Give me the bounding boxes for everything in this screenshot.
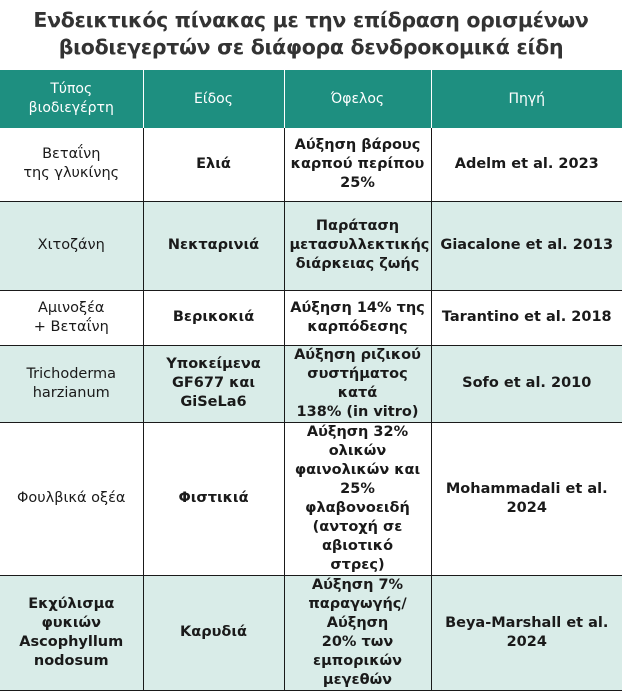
cell-type: Αμινοξέα + Βεταΐνη — [0, 290, 143, 345]
table-row — [0, 422, 622, 575]
cell-species: Ελιά — [143, 128, 284, 201]
cell-type: Trichoderma harzianum — [0, 345, 143, 422]
cell-species: Καρυδιά — [143, 575, 284, 690]
cell-type: Φουλβικά οξέα — [0, 422, 143, 575]
cell-type: Εκχύλισμα φυκιών Ascophyllum nodosum — [0, 575, 143, 690]
header-benefit: Όφελος — [284, 70, 431, 128]
table-row — [0, 128, 622, 201]
table-row — [0, 201, 622, 290]
page-title — [0, 0, 622, 70]
cell-source: Adelm et al. 2023 — [431, 128, 622, 201]
cell-source: Sofo et al. 2010 — [431, 345, 622, 422]
table-row — [0, 575, 622, 690]
cell-type: Χιτοζάνη — [0, 201, 143, 290]
cell-source: Beya-Marshall et al. 2024 — [431, 575, 622, 690]
cell-benefit: Αύξηση 14% της καρπόδεσης — [284, 290, 431, 345]
biostimulants-table — [0, 70, 622, 691]
cell-source: Giacalone et al. 2013 — [431, 201, 622, 290]
cell-source: Tarantino et al. 2018 — [431, 290, 622, 345]
header-type: Τύπος βιοδιεγέρτη — [0, 70, 143, 128]
cell-type: Βεταΐνη της γλυκίνης — [0, 128, 143, 201]
cell-benefit: Αύξηση ριζικού συστήματος κατά 138% (in vitro) — [284, 345, 431, 422]
cell-benefit: Αύξηση 32% ολικών φαινολικών και 25% φλαβονοειδή (αντοχή σε αβιοτικό στρες) — [284, 422, 431, 575]
cell-species: Βερικοκιά — [143, 290, 284, 345]
cell-species: Νεκταρινιά — [143, 201, 284, 290]
table-header-row — [0, 70, 622, 128]
header-species: Είδος — [143, 70, 284, 128]
cell-benefit: Παράταση μετασυλλεκτικής διάρκειας ζωής — [284, 201, 431, 290]
cell-species: Φιστικιά — [143, 422, 284, 575]
cell-benefit: Αύξηση βάρους καρπού περίπου 25% — [284, 128, 431, 201]
table-row — [0, 290, 622, 345]
cell-source: Mohammadali et al. 2024 — [431, 422, 622, 575]
title-line-1: Ενδεικτικός πίνακας με την επίδραση ορισμένων — [33, 8, 589, 32]
cell-species: Υποκείμενα GF677 και GiSeLa6 — [143, 345, 284, 422]
cell-benefit: Αύξηση 7% παραγωγής/Αύξηση 20% των εμπορικών μεγεθών — [284, 575, 431, 690]
header-source: Πηγή — [431, 70, 622, 128]
title-line-2: βιοδιεγερτών σε διάφορα δενδροκομικά είδη — [58, 35, 564, 59]
table-row — [0, 345, 622, 422]
